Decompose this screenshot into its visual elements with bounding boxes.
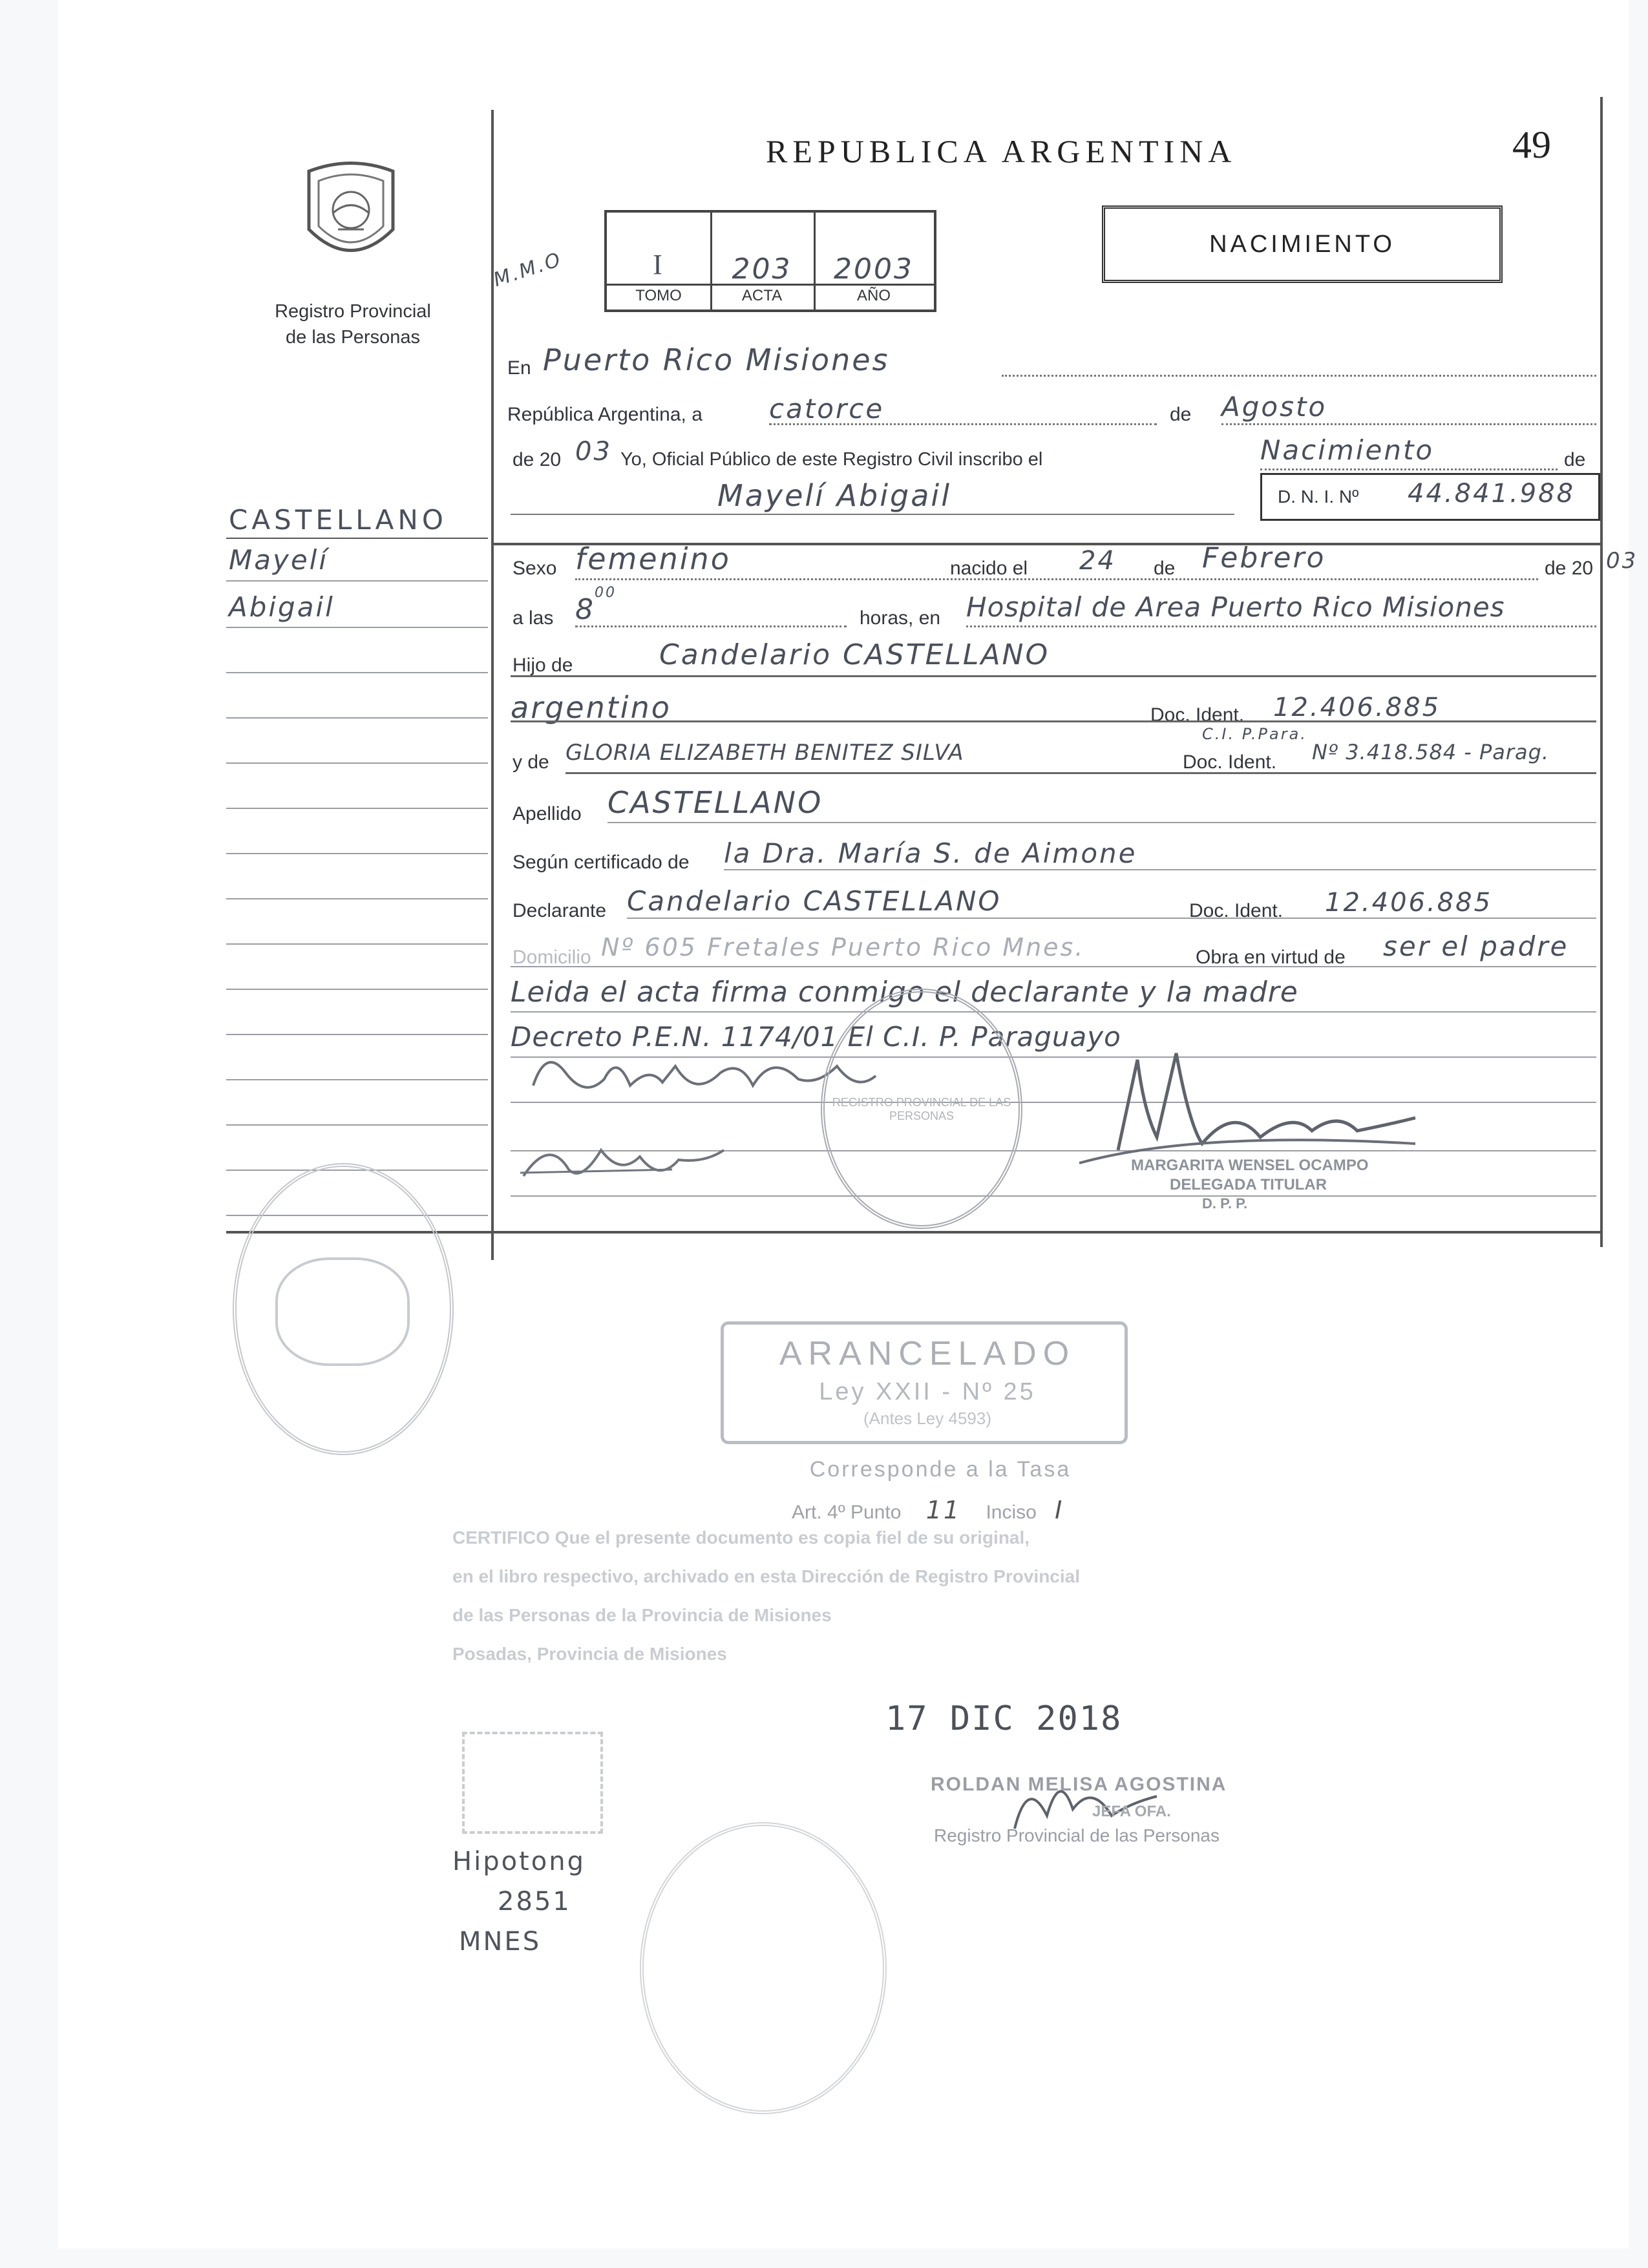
record-number-box (604, 210, 936, 312)
acta-value: 203 (732, 253, 792, 286)
en-label: En (507, 357, 531, 379)
en-value: Puerto Rico Misiones (543, 342, 890, 377)
fee-stamp-law: Ley XXII - Nº 25 (819, 1378, 1036, 1405)
year-value: 03 (575, 437, 612, 467)
margin-code: M.M.O (491, 247, 565, 292)
doc-type-label: NACIMIENTO (1209, 231, 1395, 258)
birth-month-value: Febrero (1202, 541, 1326, 574)
bottom-note-line-2: 2851 (498, 1887, 571, 1916)
month-value: Agosto (1221, 391, 1327, 423)
inscribo-value: Nacimiento (1260, 434, 1435, 466)
ano-label: AÑO (856, 287, 891, 304)
hour-label: a las (512, 607, 554, 629)
doc-type-box (1102, 205, 1503, 283)
obra-label: Obra en virtud de (1196, 947, 1346, 968)
mother-doc-value: Nº 3.418.584 - Parag. (1312, 740, 1550, 764)
day-value: catorce (769, 393, 885, 425)
country-title: REPUBLICA ARGENTINA (766, 133, 1237, 169)
dni-value: 44.841.988 (1408, 479, 1576, 509)
birth-year-value: 03 (1606, 548, 1638, 574)
certifier-organization: Registro Provincial de las Personas (934, 1825, 1220, 1845)
birth-year-prefix: de 20 (1545, 558, 1594, 579)
certificate-page (58, 0, 1638, 2249)
official-stamp-text: REGISTRO PROVINCIAL DE LAS PERSONAS (832, 1096, 1011, 1122)
fee-article-prefix: Art. 4º Punto (792, 1502, 902, 1523)
segun-value: la Dra. María S. de Aimone (724, 837, 1137, 869)
margin-given-name-1: Mayelí (229, 544, 329, 576)
inscribo-de-label: de (1564, 449, 1586, 470)
horas-label: horas, en (860, 607, 941, 629)
birth-day-value: 24 (1079, 546, 1116, 576)
year-prefix: de 20 (512, 449, 562, 470)
certification-date: 17 DIC 2018 (885, 1699, 1123, 1738)
registry-seal (302, 158, 399, 275)
hour-value: 8 (575, 593, 595, 626)
declarante-doc-label: Doc. Ident. (1189, 900, 1284, 921)
ano-value: 2003 (834, 253, 914, 286)
dni-box (1260, 473, 1600, 521)
father-doc-value: 12.406.885 (1273, 693, 1441, 722)
republica-label: República Argentina, a (507, 404, 703, 425)
hijo-label: Hijo de (512, 655, 573, 676)
birth-place-value: Hospital de Area Puerto Rico Misiones (966, 591, 1505, 623)
faded-left-seal (233, 1163, 454, 1455)
official-name: MARGARITA WENSEL OCAMPO (1131, 1157, 1369, 1174)
mother-doc-label: Doc. Ident. (1183, 751, 1277, 773)
domicilio-value: Nº 605 Fretales Puerto Rico Mnes. (601, 933, 1085, 961)
tomo-value: I (653, 249, 664, 280)
acta-label: ACTA (741, 287, 783, 304)
frame-right-line (1600, 97, 1603, 1247)
page-number: 49 (1512, 123, 1551, 166)
certification-line-4: Posadas, Provincia de Misiones (452, 1644, 727, 1664)
declarante-doc-value: 12.406.885 (1325, 888, 1493, 918)
father-nationality-value: argentino (511, 690, 671, 725)
certification-line-2: en el libro respectivo, archivado en esta Dirección de Registro Provincial (452, 1566, 1081, 1586)
oficial-text: Yo, Oficial Público de este Registro Civil inscribo el (620, 449, 1043, 470)
month-de-label: de (1170, 404, 1192, 425)
certification-line-1: CERTIFICO Que el presente documento es copia fiel de su original, (452, 1528, 1030, 1548)
registry-name-line1: Registro Provincial (275, 301, 431, 322)
bottom-faded-seal (640, 1822, 887, 2114)
official-title: DELEGADA TITULAR (1170, 1176, 1327, 1193)
declarante-label: Declarante (512, 900, 607, 921)
fee-inciso-value: I (1055, 1496, 1064, 1524)
mother-name-value: GLORIA ELIZABETH BENITEZ SILVA (565, 740, 964, 766)
bottom-note-line-1: Hipotong (452, 1847, 586, 1876)
frame-left-line (491, 110, 494, 1260)
fee-inciso-label: Inciso (986, 1502, 1037, 1523)
certification-line-3: de las Personas de la Provincia de Misiones (452, 1605, 832, 1625)
note-line-1: Leida el acta firma conmigo el declarante y la madre (511, 976, 1298, 1009)
bottom-note-line-3: MNES (459, 1927, 542, 1957)
declarante-value: Candelario CASTELLANO (627, 885, 1002, 917)
father-name-value: Candelario CASTELLANO (659, 638, 1050, 671)
registry-name (249, 299, 456, 350)
birth-month-de-label: de (1154, 558, 1176, 579)
bottom-note (452, 1842, 586, 1962)
mother-doc-note: C.I. P.Para. (1202, 725, 1307, 743)
tomo-label: TOMO (635, 287, 682, 304)
sexo-label: Sexo (512, 558, 557, 579)
certification-text (452, 1518, 1461, 1674)
hour-superscript: 00 (595, 585, 617, 601)
dni-label: D. N. I. Nº (1278, 487, 1359, 507)
apellido-value: CASTELLANO (607, 785, 823, 820)
child-name-value: Mayelí Abigail (717, 478, 951, 513)
father-doc-label: Doc. Ident. (1150, 704, 1245, 726)
official-unit: D. P. P. (1202, 1195, 1248, 1212)
segun-label: Según certificado de (512, 852, 690, 873)
certifier-name: ROLDAN MELISA AGOSTINA (931, 1774, 1227, 1795)
obra-value: ser el padre (1383, 930, 1569, 962)
apellido-label: Apellido (512, 803, 582, 824)
note-line-2: Decreto P.E.N. 1174/01 El C.I. P. Paraguayo (511, 1021, 1121, 1053)
mother-label: y de (512, 751, 549, 773)
misiones-seal-icon (302, 158, 399, 275)
domicilio-label: Domicilio (512, 947, 591, 968)
fee-stamp-old-law: (Antes Ley 4593) (863, 1409, 991, 1428)
fee-stamp-title: ARANCELADO (779, 1335, 1076, 1372)
official-stamp (821, 989, 1022, 1229)
nacido-label: nacido el (950, 558, 1028, 579)
margin-surname: CASTELLANO (229, 504, 447, 536)
registry-name-line2: de las Personas (286, 327, 420, 348)
certifier-title: JEFA OFA. (1092, 1803, 1171, 1820)
margin-given-name-2: Abigail (229, 591, 335, 623)
sexo-value: femenino (575, 541, 731, 576)
fee-punto-value: 11 (925, 1496, 962, 1524)
mother-signature (511, 1124, 756, 1199)
bottom-small-stamp (462, 1732, 603, 1834)
fee-stamp-tasa: Corresponde a la Tasa (809, 1457, 1072, 1482)
